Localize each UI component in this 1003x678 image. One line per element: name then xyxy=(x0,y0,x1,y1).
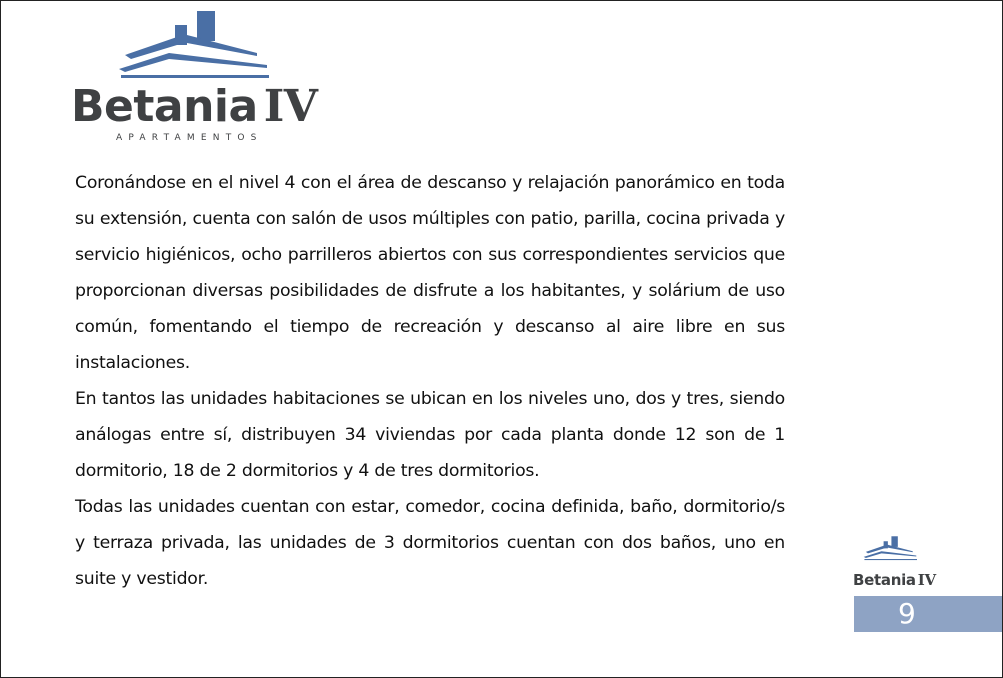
building-icon xyxy=(863,529,917,567)
paragraph-units: En tantos las unidades habitaciones se ubican en los niveles uno, dos y tres, siendo análogas entre sí, distribuyen 34 viviendas por cada planta donde 12 son de 1 dormitorio, 18 de 2 dormitorios y 4 de tres dormitorios. xyxy=(75,389,785,481)
paragraph-features: Todas las unidades cuentan con estar, comedor, cocina definida, baño, dormitorio/s y terraza privada, las unidades de 3 dormitorios cuentan con dos baños, uno en suite y vestidor. xyxy=(75,497,785,589)
footer-logo xyxy=(849,529,959,599)
brand-tagline: APARTAMENTOS xyxy=(116,133,263,143)
brand-name: Betania xyxy=(71,81,258,132)
paragraph-amenities: Coronándose en el nivel 4 con el área de descanso y relajación panorámico en toda su extensión, cuenta con salón de usos múltiples con patio, parilla, cocina privada y servicio higiénicos, ocho parrilleros abiertos con sus correspondientes servicios que proporcionan diversas posibilidades de disfrute a los habitantes, y solárium de uso común, fomentando el tiempo de recreación y descanso al aire libre en sus instalaciones. xyxy=(75,173,785,373)
brand-numeral: IV xyxy=(263,81,318,132)
building-icon xyxy=(117,9,269,79)
page-number: 9 xyxy=(854,596,1003,632)
body-text xyxy=(75,165,785,597)
brand-logo xyxy=(71,9,321,149)
footer-brand-name: Betania xyxy=(853,571,916,589)
footer-wordmark xyxy=(853,571,936,589)
footer-brand-numeral: IV xyxy=(917,571,936,589)
brand-wordmark xyxy=(71,81,317,132)
